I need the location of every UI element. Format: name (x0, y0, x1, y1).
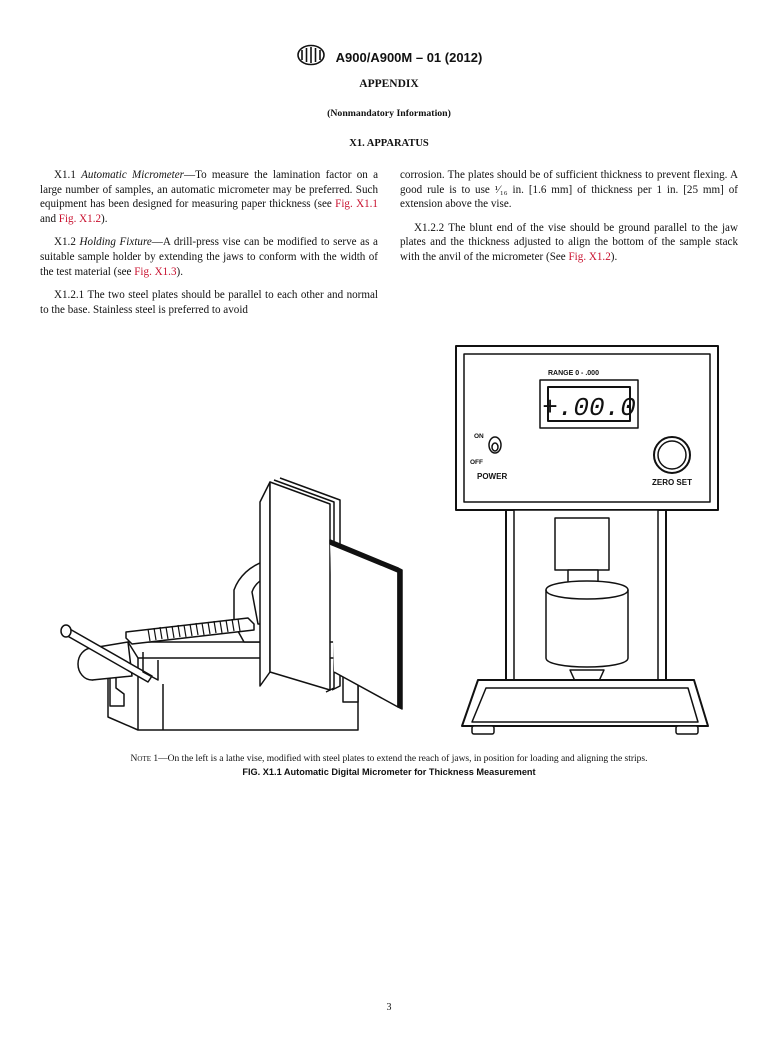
connector-text: and (40, 212, 59, 225)
range-label: RANGE 0 - .000 (548, 370, 599, 377)
paragraph-end: ). (610, 250, 618, 263)
paragraph-number: X1.1 (54, 169, 76, 181)
paragraph-text: The blunt end of the vise should be ground parallel to the jaw plates and the thickness adjusted to align the bottom of the sample stack with the anvil of the micrometer (See (400, 221, 738, 263)
paragraph-end: ). (176, 265, 183, 278)
section-title: X1. APPARATUS (349, 138, 429, 149)
paragraph-text: A drill-press vise can be modified to serve as a suitable sample holder by extending the jaws to conform with the width of the test material (see (40, 236, 378, 278)
dash: — (183, 169, 196, 181)
paragraph-continued (400, 168, 738, 212)
paragraph-x1-2-1 (40, 288, 378, 317)
dash: — (151, 236, 163, 249)
fig-x1-3-link[interactable]: Fig. X1.3 (134, 265, 177, 278)
on-label: ON (474, 433, 484, 440)
paragraph-text: To measure the lamination factor on a large number of samples, an automatic micrometer may be preferred. Such equipment has been designed for measuring paper thickness (see (40, 169, 379, 211)
appendix-subtitle: (Nonmandatory Information) (327, 108, 451, 119)
fraction: ¹⁄₁₆ (494, 183, 508, 196)
fig-x1-2-link[interactable]: Fig. X1.2 (568, 250, 611, 263)
off-label: OFF (470, 459, 483, 466)
paragraph-number: X1.2 (54, 236, 76, 249)
document-header (0, 44, 778, 71)
note-text: —On the left is a lathe vise, modified with steel plates to extend the reach of jaws, in position for loading and aligning the strips. (158, 754, 648, 764)
figure-x1-1 (48, 342, 738, 754)
astm-logo-icon (296, 44, 326, 71)
figure-illustration (48, 342, 738, 754)
figure-note (0, 754, 778, 764)
left-column (40, 168, 378, 326)
paragraph-text: in. [1.6 mm] of thickness per 1 in. [25 mm] of extension above the vise. (400, 183, 738, 211)
note-label: Note 1 (130, 754, 159, 764)
zero-set-label: ZERO SET (651, 478, 693, 487)
paragraph-number: X1.2.1 (54, 289, 85, 302)
term: Automatic Micrometer (81, 169, 184, 181)
document-id: A900/A900M – 01 (2012) (335, 50, 483, 65)
appendix-title: APPENDIX (359, 78, 419, 90)
right-column (400, 168, 738, 274)
paragraph-number: X1.2.2 (414, 221, 445, 234)
paragraph-x1-1 (40, 168, 378, 226)
paragraph-end: ). (101, 212, 108, 225)
digital-readout: +.00.0 (542, 393, 636, 423)
figure-caption: FIG. X1.1 Automatic Digital Micrometer for Thickness Measurement (242, 767, 536, 777)
page-number: 3 (386, 1002, 392, 1013)
fig-x1-2-link[interactable]: Fig. X1.2 (58, 212, 102, 225)
paragraph-text: corrosion. The plates should be of sufficient thickness to prevent flexing. A good rule is to use (400, 169, 738, 196)
power-label: POWER (477, 472, 508, 481)
paragraph-x1-2-2 (400, 221, 738, 265)
lathe-vise-illustration (61, 478, 402, 730)
paragraph-x1-2 (40, 235, 378, 279)
paragraph-text: The two steel plates should be parallel to each other and normal to the base. Stainless steel is preferred to avoid (40, 289, 378, 316)
fig-x1-1-link[interactable]: Fig. X1.1 (335, 198, 378, 211)
term: Holding Fixture (79, 236, 152, 249)
